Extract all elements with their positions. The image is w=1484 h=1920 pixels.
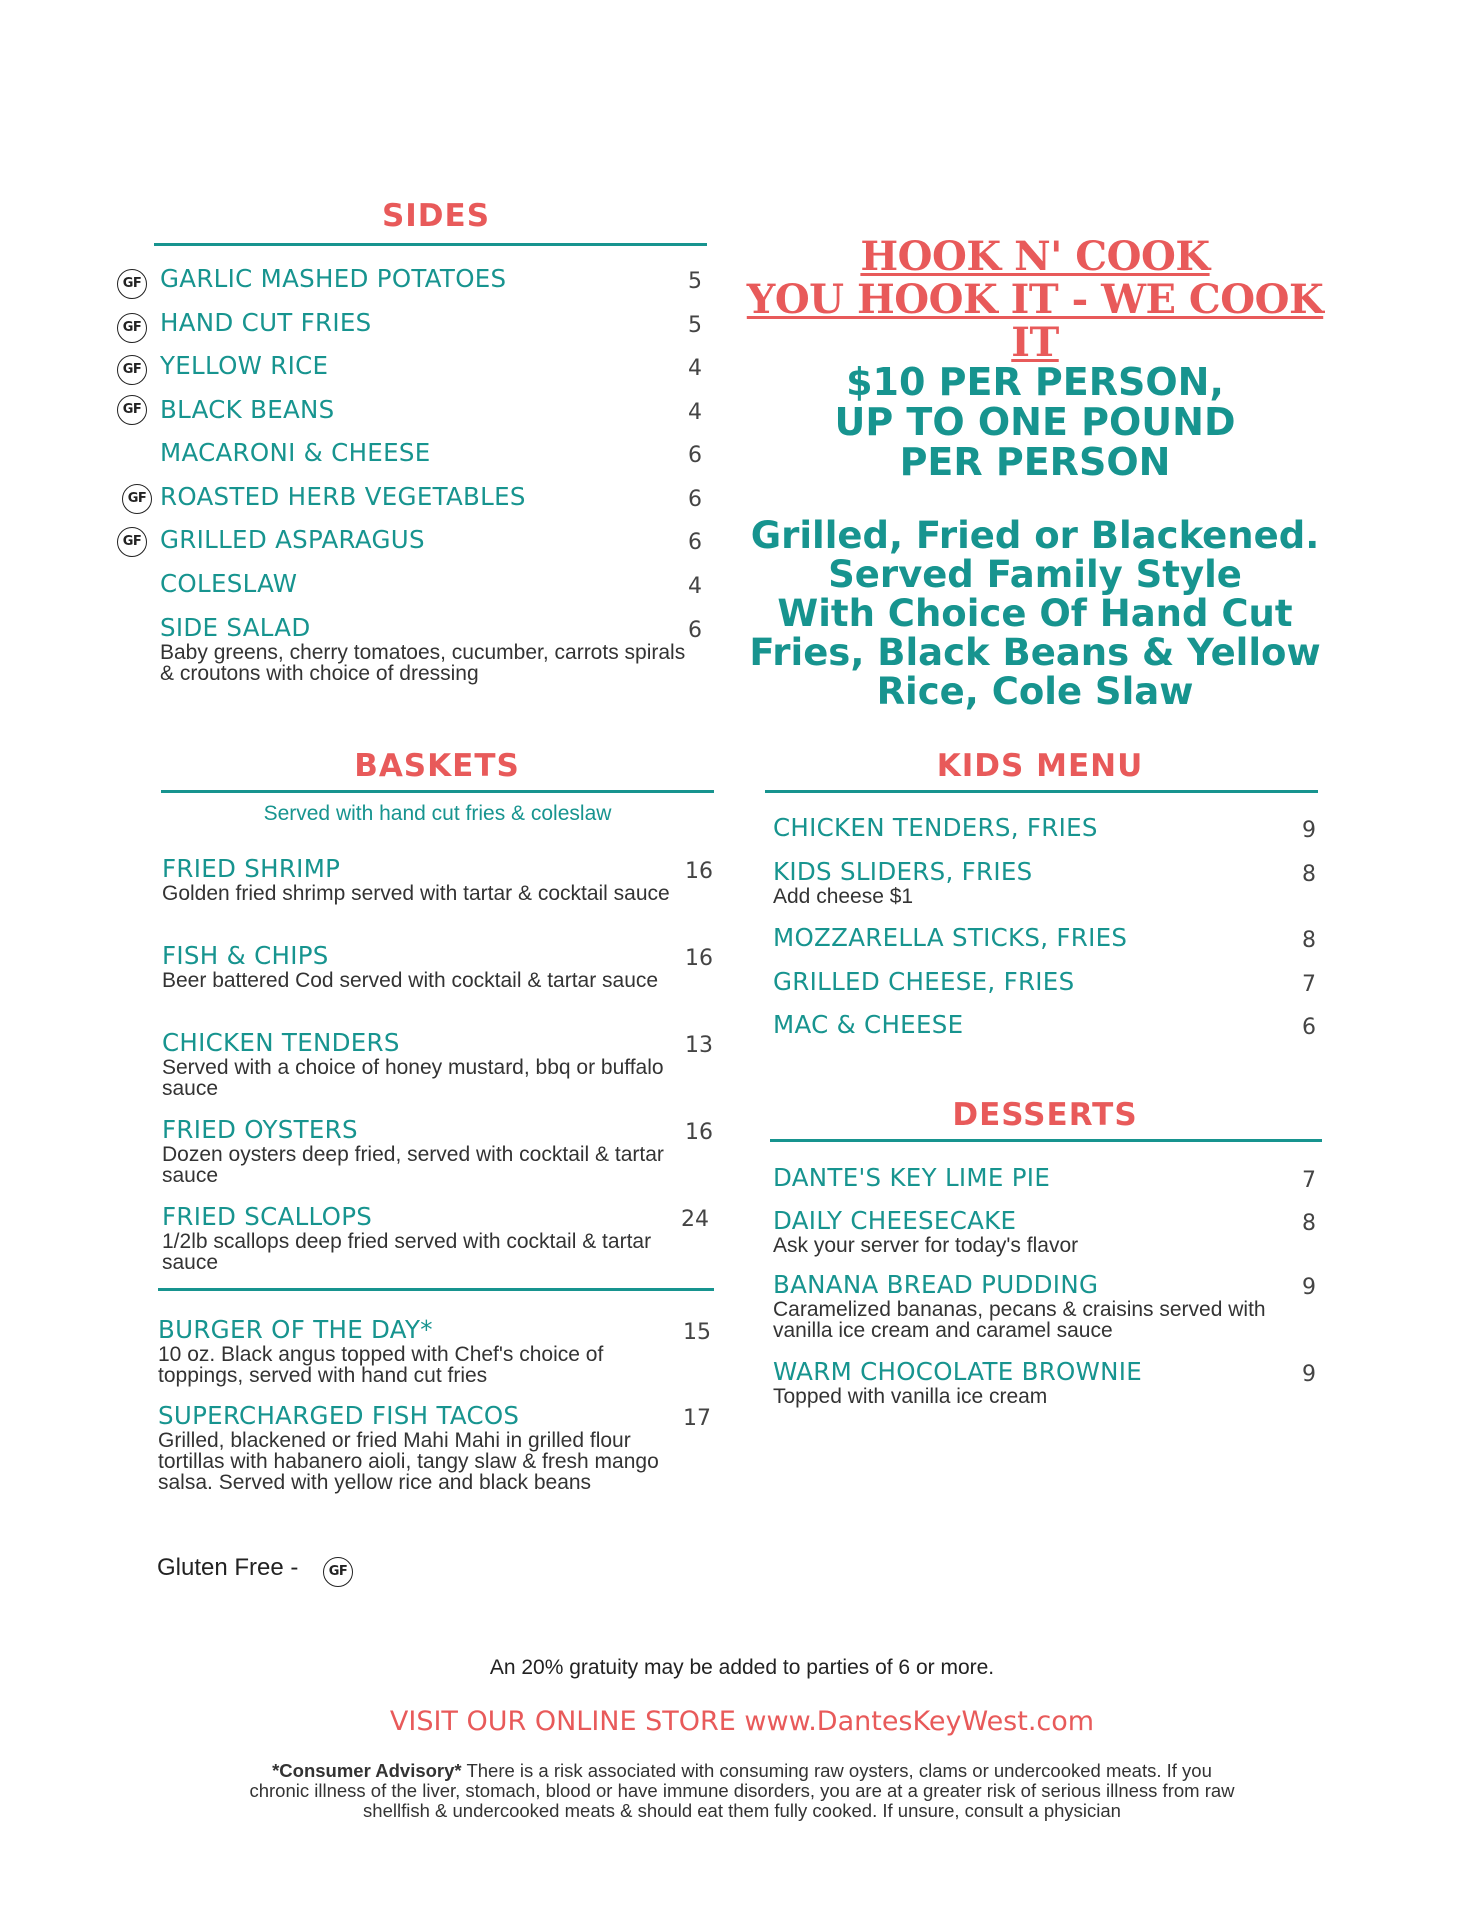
desserts-title: DESSERTS [952,1097,1138,1133]
item-description: Topped with vanilla ice cream [773,1385,1048,1408]
list-item [162,1203,682,1273]
item-price: 9 [1302,1275,1316,1300]
kids-divider [765,790,1318,793]
hook-title-line: HOOK N' COOK [860,233,1210,280]
item-price: 6 [688,618,702,643]
list-item [160,396,335,424]
list-item [773,924,1127,952]
list-item [160,352,328,380]
item-price: 7 [1302,972,1316,997]
gf-icon: GF [117,269,147,299]
item-name: ROASTED HERB VEGETABLES [160,482,526,511]
hook-description [740,516,1330,711]
item-price: 16 [685,946,713,971]
item-price: 5 [688,313,702,338]
list-item [160,526,425,554]
gf-legend [157,1554,298,1582]
item-price: 8 [1302,1211,1316,1236]
item-price: 9 [1302,1362,1316,1387]
gf-icon: GF [117,355,147,385]
advisory-text: There is a risk associated with consuming raw oysters, clams or undercooked meats. If you [466,1760,1212,1781]
list-item [158,1316,678,1386]
item-name: KIDS SLIDERS, FRIES [773,857,1033,886]
item-description: Dozen oysters deep fried, served with cocktail & tartar sauce [162,1143,664,1187]
item-price: 4 [688,574,702,599]
item-name: FISH & CHIPS [162,941,329,970]
item-description: Baby greens, cherry tomatoes, cucumber, carrots spirals & croutons with choice of dressing [160,641,686,685]
advisory-line [140,1761,1344,1781]
advisory-heading: *Consumer Advisory* [272,1760,462,1781]
item-description: Add cheese $1 [773,885,914,908]
item-price: 6 [1302,1015,1316,1040]
list-item [773,1207,1283,1256]
list-item [160,614,700,684]
online-store-link[interactable]: VISIT OUR ONLINE STORE www.DantesKeyWest.com [389,1706,1095,1737]
item-description: Grilled, blackened or fried Mahi Mahi in grilled flour tortillas with habanero aioli, tangy slaw & fresh mango salsa. Served with yellow rice and black beans [158,1429,659,1494]
item-description: 10 oz. Black angus topped with Chef's choice of toppings, served with hand cut fries [158,1343,604,1387]
list-item [160,570,297,598]
sides-divider [154,243,707,246]
kids-menu-title: KIDS MENU [936,748,1144,784]
item-name: BANANA BREAD PUDDING [773,1270,1099,1299]
hook-n-cook-title [740,235,1330,364]
item-price: 7 [1302,1168,1316,1193]
item-description: Ask your server for today's flavor [773,1234,1079,1257]
baskets-subtitle: Served with hand cut fries & coleslaw [263,802,612,825]
list-item [773,1271,1283,1341]
baskets-title: BASKETS [354,748,520,784]
list-item [773,814,1098,842]
item-price: 24 [681,1207,709,1232]
item-name: MACARONI & CHEESE [160,438,431,467]
item-description: Beer battered Cod served with cocktail & tartar sauce [162,969,659,992]
baskets-bottom-divider [158,1288,714,1291]
item-price: 15 [683,1320,711,1345]
item-name: GRILLED ASPARAGUS [160,525,425,554]
item-name: COLESLAW [160,569,298,598]
promo-line: Rice, Cole Slaw [876,670,1194,713]
item-name: SIDE SALAD [160,613,311,642]
advisory-line: shellfish & undercooked meats & should eat them fully cooked. If unsure, consult a physician [363,1800,1121,1821]
item-name: GARLIC MASHED POTATOES [160,264,507,293]
item-name: BLACK BEANS [160,395,335,424]
gf-icon: GF [117,527,147,557]
list-item [162,942,682,991]
promo-line: Grilled, Fried or Blackened. [750,514,1320,557]
item-price: 9 [1302,818,1316,843]
item-price: 17 [683,1406,711,1431]
item-name: HAND CUT FRIES [160,308,372,337]
gf-legend-label: Gluten Free - [157,1554,299,1581]
advisory-line: chronic illness of the liver, stomach, blood or have immune disorders, you are at a greater risk of serious illness from raw [249,1780,1235,1801]
item-name: MOZZARELLA STICKS, FRIES [773,923,1128,952]
item-price: 16 [685,1120,713,1145]
list-item [160,309,372,337]
list-item [773,1011,963,1039]
gf-icon: GF [122,484,152,514]
desserts-divider [770,1139,1322,1142]
item-price: 4 [688,400,702,425]
item-name: SUPERCHARGED FISH TACOS [158,1401,520,1430]
item-name: GRILLED CHEESE, FRIES [773,967,1075,996]
item-price: 6 [688,487,702,512]
item-name: WARM CHOCOLATE BROWNIE [773,1357,1143,1386]
gf-icon: GF [117,313,147,343]
list-item [773,1358,1283,1407]
promo-line: UP TO ONE POUND [834,400,1236,444]
promo-line: PER PERSON [899,440,1171,484]
item-price: 16 [685,859,713,884]
item-price: 6 [688,443,702,468]
list-item [162,1116,692,1186]
sides-title: SIDES [381,198,491,234]
hook-title-line: YOU HOOK IT - WE COOK IT [746,276,1324,366]
item-description: Caramelized bananas, pecans & craisins served with vanilla ice cream and caramel sauce [773,1298,1266,1342]
gratuity-note: An 20% gratuity may be added to parties of 6 or more. [489,1656,995,1679]
list-item [160,483,526,511]
list-item [773,968,1074,996]
promo-line: $10 PER PERSON, [846,360,1224,404]
item-description: Golden fried shrimp served with tartar & cocktail sauce [162,882,670,905]
item-description: Served with a choice of honey mustard, bbq or buffalo sauce [162,1056,664,1100]
item-price: 4 [688,356,702,381]
list-item [773,858,1273,907]
item-price: 13 [685,1033,713,1058]
list-item [773,1164,1050,1192]
item-name: CHICKEN TENDERS [162,1028,400,1057]
baskets-divider [161,790,714,793]
item-name: YELLOW RICE [160,351,329,380]
item-price: 6 [688,530,702,555]
item-name: FRIED SHRIMP [162,854,341,883]
item-price: 5 [688,269,702,294]
hook-price-info [740,362,1330,482]
item-name: DAILY CHEESECAKE [773,1206,1017,1235]
item-name: FRIED SCALLOPS [162,1202,373,1231]
list-item [162,1029,682,1099]
item-name: DANTE'S KEY LIME PIE [773,1163,1051,1192]
list-item [162,855,702,904]
item-name: FRIED OYSTERS [162,1115,358,1144]
list-item [158,1402,678,1493]
item-price: 8 [1302,928,1316,953]
item-name: MAC & CHEESE [773,1010,964,1039]
item-price: 8 [1302,862,1316,887]
gf-icon: GF [117,395,147,425]
promo-line: Served Family Style [828,553,1242,596]
item-name: CHICKEN TENDERS, FRIES [773,813,1098,842]
list-item [160,265,506,293]
item-name: BURGER OF THE DAY* [158,1315,433,1344]
item-description: 1/2lb scallops deep fried served with cocktail & tartar sauce [162,1230,652,1274]
promo-line: Fries, Black Beans & Yellow [749,631,1321,674]
promo-line: With Choice Of Hand Cut [777,592,1293,635]
gf-icon: GF [323,1557,353,1587]
list-item [160,439,431,467]
consumer-advisory [140,1761,1344,1821]
